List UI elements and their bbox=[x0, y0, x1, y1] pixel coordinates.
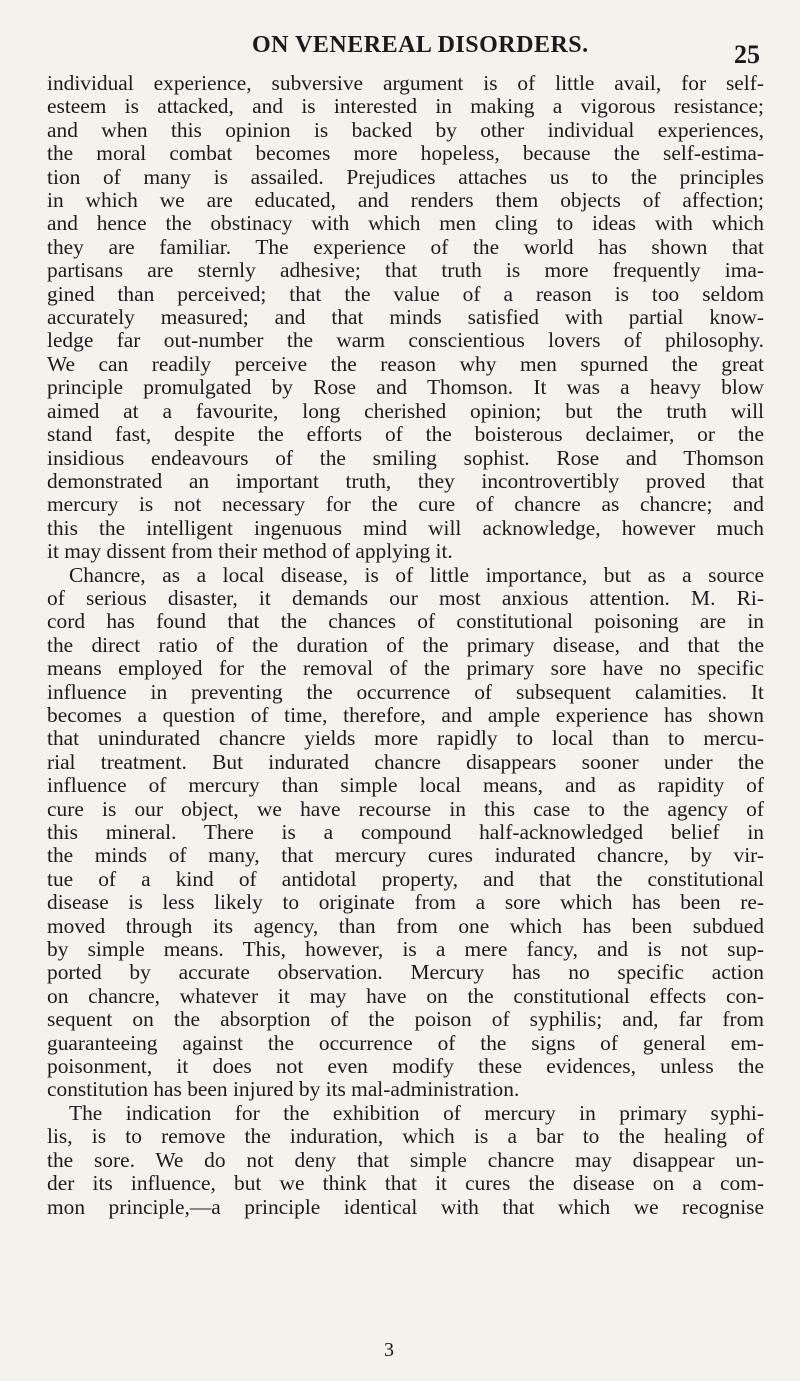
text-line: this mineral. There is a compound half-acknowledged belief in bbox=[47, 821, 764, 844]
text-line: influence of mercury than simple local means, and as rapidity of bbox=[47, 774, 764, 798]
text-line: on chancre, whatever it may have on the constitutional effects con- bbox=[47, 984, 764, 1008]
text-line: ledge far out-number the warm conscientious lovers of philosophy. bbox=[47, 329, 764, 353]
text-line: poisonment, it does not even modify these evidences, unless the bbox=[47, 1055, 764, 1079]
text-line: of serious disaster, it demands our most anxious attention. M. Ri- bbox=[47, 586, 764, 610]
text-line: We can readily perceive the reason why men spurned the great bbox=[47, 352, 764, 376]
text-line: becomes a question of time, therefore, and ample experience has shown bbox=[47, 703, 764, 727]
text-line: Chancre, as a local disease, is of little importance, but as a source bbox=[69, 563, 764, 587]
text-line: lis, is to remove the induration, which is a bar to the healing of bbox=[47, 1125, 764, 1149]
text-line: gined than perceived; that the value of a reason is too seldom bbox=[47, 282, 764, 306]
text-line: disease is less likely to originate from a sore which has been re- bbox=[47, 891, 764, 915]
text-line: moved through its agency, than from one which has been subdued bbox=[47, 914, 764, 938]
text-line: demonstrated an important truth, they incontrovertibly proved that bbox=[47, 469, 764, 493]
text-line: constitution has been injured by its mal-administration. bbox=[47, 1078, 520, 1102]
text-line: and when this opinion is backed by other individual experiences, bbox=[47, 118, 764, 142]
text-line: means employed for the removal of the primary sore have no specific bbox=[47, 657, 764, 681]
signature-mark: 3 bbox=[384, 1339, 394, 1361]
text-line: the minds of many, that mercury cures indurated chancre, by vir- bbox=[47, 844, 764, 868]
text-line: this the intelligent ingenuous mind will acknowledge, however much bbox=[47, 516, 764, 540]
text-line: der its influence, but we think that it cures the disease on a com- bbox=[47, 1172, 764, 1196]
text-line: the sore. We do not deny that simple chancre may disappear un- bbox=[47, 1148, 764, 1172]
text-line: principle promulgated by Rose and Thomson. It was a heavy blow bbox=[47, 376, 764, 400]
text-line: rial treatment. But indurated chancre disappears sooner under the bbox=[47, 750, 764, 774]
text-line: it may dissent from their method of applying it. bbox=[47, 540, 453, 564]
text-line: in which we are educated, and renders them objects of affection; bbox=[47, 189, 764, 213]
text-line: tue of a kind of antidotal property, and that the constitutional bbox=[47, 867, 764, 891]
text-line: individual experience, subversive argument is of little avail, for self- bbox=[47, 72, 764, 95]
text-line: mon principle,—a principle identical with that which we recognise bbox=[47, 1195, 764, 1219]
text-line: The indication for the exhibition of mercury in primary syphi- bbox=[69, 1101, 764, 1125]
text-line: influence in preventing the occurrence of subsequent calamities. It bbox=[47, 680, 764, 704]
text-line: by simple means. This, however, is a mere fancy, and is not sup- bbox=[47, 938, 764, 962]
text-line: they are familiar. The experience of the world has shown that bbox=[47, 235, 764, 259]
text-line: cord has found that the chances of constitutional poisoning are in bbox=[47, 610, 764, 634]
text-line: stand fast, despite the efforts of the boisterous declaimer, or the bbox=[47, 423, 764, 447]
text-line: accurately measured; and that minds satisfied with partial know- bbox=[47, 306, 764, 330]
text-line: ported by accurate observation. Mercury has no specific action bbox=[47, 961, 764, 985]
text-line: sequent on the absorption of the poison of syphilis; and, far from bbox=[47, 1008, 764, 1032]
text-line: insidious endeavours of the smiling sophist. Rose and Thomson bbox=[47, 446, 764, 470]
page-number: 25 bbox=[734, 40, 760, 69]
text-line: aimed at a favourite, long cherished opinion; but the truth will bbox=[47, 399, 764, 423]
running-title: ON VENEREAL DISORDERS. bbox=[252, 32, 589, 58]
text-line: tion of many is assailed. Prejudices attaches us to the principles bbox=[47, 165, 764, 189]
text-line: mercury is not necessary for the cure of chancre as chancre; and bbox=[47, 493, 764, 517]
text-line: guaranteeing against the occurrence of the signs of general em- bbox=[47, 1031, 764, 1055]
text-line: esteem is attacked, and is interested in making a vigorous resistance; bbox=[47, 95, 764, 119]
text-line: cure is our object, we have recourse in this case to the agency of bbox=[47, 797, 764, 821]
text-line: that unindurated chancre yields more rapidly to local than to mercu- bbox=[47, 727, 764, 751]
running-head bbox=[0, 32, 800, 69]
text-line: and hence the obstinacy with which men cling to ideas with which bbox=[47, 212, 764, 236]
text-line: partisans are sternly adhesive; that truth is more frequently ima- bbox=[47, 259, 764, 283]
text-line: the moral combat becomes more hopeless, because the self-estima- bbox=[47, 142, 764, 166]
text-line: the direct ratio of the duration of the primary disease, and that the bbox=[47, 633, 764, 657]
body-text bbox=[47, 72, 764, 1219]
